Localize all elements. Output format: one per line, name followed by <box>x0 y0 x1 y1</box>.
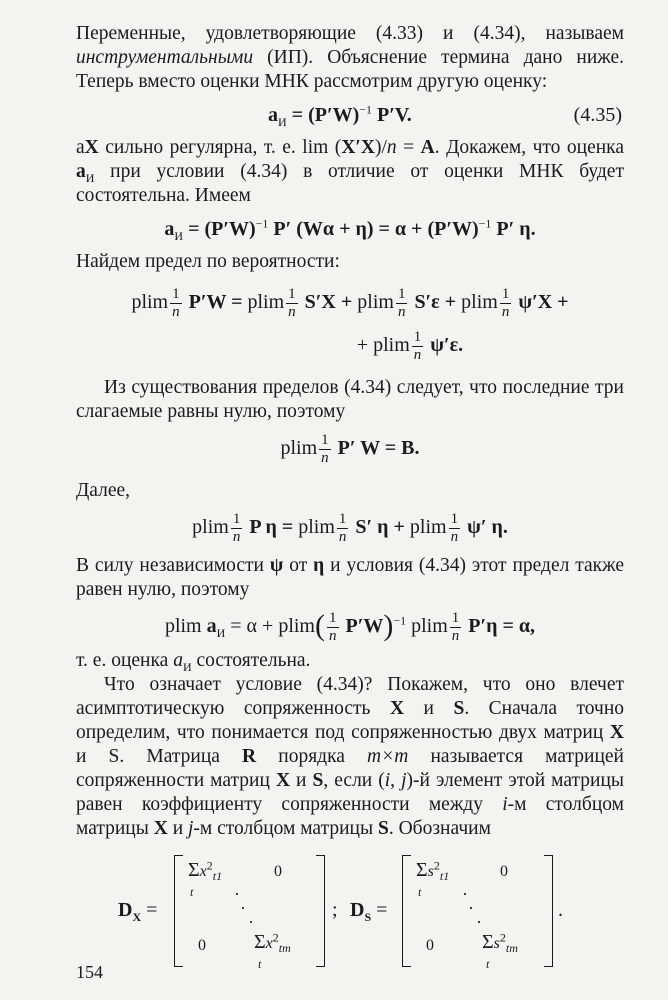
symbol-X: X <box>389 698 405 719</box>
sigma: Σ <box>416 859 428 881</box>
fraction <box>449 511 461 546</box>
sup: 2 <box>272 930 279 945</box>
matrix-label-dx <box>118 899 157 922</box>
text: и <box>404 698 454 719</box>
eq-lhs: a <box>164 218 175 240</box>
sup: −1 <box>478 216 492 231</box>
sigma: Σ <box>188 859 200 881</box>
denominator: n <box>288 304 296 320</box>
eq-sub: И <box>278 115 287 129</box>
symbol-mxm: m×m <box>367 746 409 767</box>
symbol-x: x <box>199 863 207 880</box>
equation-3-line2 <box>76 329 624 364</box>
fraction <box>337 511 349 546</box>
symbol-X: X <box>609 722 624 743</box>
plim: + plim <box>356 334 410 357</box>
symbol-R: R <box>242 746 257 767</box>
fraction <box>327 610 339 645</box>
plim: plim <box>461 291 498 314</box>
dot: · <box>462 884 468 904</box>
text: , <box>390 770 402 791</box>
numerator: 1 <box>397 286 406 302</box>
numerator: 1 <box>232 511 241 527</box>
index-t: t <box>190 885 194 899</box>
eq-part: P′ W = B. <box>332 437 420 460</box>
eq-rhs: = (P′W) <box>286 104 360 126</box>
eq-part: P′W <box>340 615 384 638</box>
denominator: n <box>338 529 347 545</box>
fraction <box>412 329 424 364</box>
sub: tm <box>278 941 291 956</box>
symbol-eta: η <box>313 555 325 576</box>
equation-6 <box>76 610 624 645</box>
equation-3-line1 <box>76 286 624 321</box>
text: и <box>290 770 313 791</box>
eq-part: P′ η. <box>491 218 536 240</box>
sigma: Σ <box>254 931 266 953</box>
eq-part: ψ′ε. <box>425 334 464 357</box>
plim: plim <box>164 615 202 638</box>
fraction <box>231 511 243 546</box>
eq-part: P′W = <box>183 291 248 314</box>
sub: И <box>182 659 192 674</box>
index-t: t <box>418 885 422 899</box>
symbol-S: S <box>312 770 324 791</box>
page-number: 154 <box>76 962 103 982</box>
denominator: n <box>321 450 329 466</box>
paragraph-8 <box>76 673 624 841</box>
equation-4-35 <box>76 102 624 128</box>
symbol-D: D <box>118 899 133 921</box>
zero: 0 <box>500 863 508 880</box>
numerator: 1 <box>329 610 337 626</box>
plim: plim <box>131 291 169 314</box>
symbol-x: x <box>265 935 273 952</box>
symbol-s: s <box>427 863 434 880</box>
symbol-D: D <box>350 899 365 921</box>
sub: И <box>216 626 226 641</box>
text: )/ <box>374 137 387 158</box>
bracket-right <box>544 855 553 967</box>
text: при условии (4.34) в отличие от оценки МНК будет состоятельна. Имеем <box>76 161 624 206</box>
text: и S. Матрица <box>76 746 243 767</box>
text: . Обозначим <box>388 818 491 839</box>
text: Что означает условие (4.34)? Покажем, что оно влечет асимптотическую сопряженность <box>76 674 624 719</box>
numerator: 1 <box>338 511 347 527</box>
eq-part: P η = <box>244 516 299 539</box>
denominator: n <box>501 304 510 320</box>
bracket-right <box>316 855 325 967</box>
sub: tm <box>505 941 518 956</box>
sub: X <box>132 910 142 924</box>
denominator: n <box>397 304 406 320</box>
denominator: n <box>451 628 460 644</box>
plim: plim <box>357 291 394 314</box>
matrix-cell-s11 <box>416 859 449 882</box>
fraction <box>500 286 512 321</box>
numerator: 1 <box>450 511 459 527</box>
eq-part: plim <box>406 615 448 638</box>
fraction <box>319 432 331 467</box>
symbol-X: X <box>84 137 99 158</box>
text: и <box>167 818 188 839</box>
fraction <box>170 286 182 321</box>
text: . Докажем, что оценка <box>434 137 625 158</box>
fraction <box>286 286 298 321</box>
paragraph-6 <box>76 554 624 602</box>
sub: S <box>364 910 372 924</box>
denominator: n <box>172 304 180 320</box>
eq-tail: P′V. <box>372 104 412 126</box>
symbol-XX: X′X <box>341 137 375 158</box>
zero: 0 <box>426 937 434 954</box>
plim: plim <box>192 516 229 539</box>
symbol-a: a <box>76 161 86 182</box>
equals: = <box>376 899 388 921</box>
dot: · <box>234 884 240 904</box>
plim: plim <box>298 516 335 539</box>
symbol-n: n <box>386 137 397 158</box>
eq-part: P′ (Wα + η) = α + (P′W) <box>268 218 479 240</box>
text: т. е. оценка <box>76 650 174 671</box>
symbol-s: s <box>493 935 500 952</box>
symbol-A: A <box>420 137 435 158</box>
eq-part: = α + plim <box>225 615 315 638</box>
paragraph-3: Найдем предел по вероятности: <box>76 251 340 272</box>
eq-part: ψ′ η. <box>462 516 508 539</box>
sub: t1 <box>439 869 450 884</box>
sup: −1 <box>255 216 269 231</box>
denominator: n <box>450 529 459 545</box>
dot: · <box>248 912 254 932</box>
symbol-i: i <box>502 794 508 815</box>
sub: t1 <box>212 869 223 884</box>
denominator: n <box>413 347 422 363</box>
denominator: n <box>232 529 241 545</box>
index-t: t <box>486 957 490 971</box>
separator: ; <box>332 899 338 921</box>
numerator: 1 <box>451 610 460 626</box>
symbol-a: a <box>173 650 183 671</box>
dot: · <box>240 898 246 918</box>
symbol-X: X <box>275 770 291 791</box>
diagonal-matrices <box>76 855 624 975</box>
paragraph-5: Далее, <box>76 480 131 501</box>
text: называется матрицей сопряженности матриц <box>76 746 624 791</box>
eq-part: = (P′W) <box>183 218 256 240</box>
fraction <box>450 610 462 645</box>
text: )-й элемент этой матрицы равен коэффициенту сопряженности между <box>76 770 625 815</box>
zero: 0 <box>198 937 206 954</box>
fraction <box>396 286 408 321</box>
text: . Сначала точно определим, что понимается под сопряженностью двух матриц <box>76 698 624 743</box>
text: -м столбцом матрицы <box>76 794 624 839</box>
eq-part: S′ε + <box>409 291 462 314</box>
equation-number: (4.35) <box>573 104 622 126</box>
text: Переменные, удовлетворяющие (4.33) и (4.34), называем <box>76 23 624 44</box>
matrix-label-ds <box>350 899 387 922</box>
numerator: 1 <box>501 286 510 302</box>
eq-part: P′η = α, <box>463 615 536 638</box>
numerator: 1 <box>288 286 296 302</box>
text: состоятельна. <box>191 650 311 671</box>
text: сильно регулярна, т. е. lim ( <box>98 137 342 158</box>
text: от <box>283 555 314 576</box>
symbol-j: j <box>401 770 407 791</box>
matrix-cell-smm <box>482 931 518 954</box>
denominator: n <box>329 628 337 644</box>
bracket-left <box>174 855 183 967</box>
paragraph-7 <box>76 649 624 673</box>
equation-2 <box>76 216 624 242</box>
text: В силу независимости <box>76 555 270 576</box>
symbol-a: a <box>206 615 217 638</box>
equation-4 <box>76 432 624 467</box>
symbol-X: X <box>153 818 168 839</box>
plim: plim <box>409 516 447 539</box>
sigma: Σ <box>482 931 494 953</box>
paragraph-2 <box>76 136 624 208</box>
equation-5 <box>76 511 624 546</box>
paren: ( <box>315 608 325 642</box>
text: a <box>76 137 85 158</box>
paragraph-1 <box>76 22 624 94</box>
text: порядка <box>256 746 368 767</box>
dot: · <box>476 912 482 932</box>
symbol-j: j <box>188 818 194 839</box>
symbol-i: i <box>384 770 391 791</box>
plim: plim <box>247 291 285 314</box>
eq-part: S′ η + <box>350 516 410 539</box>
text: (ИП). Объяснение термина дано ниже. Теперь вместо оценки МНК рассмотрим другую оценку: <box>76 47 624 92</box>
eq-sup: −1 <box>359 102 373 117</box>
zero: 0 <box>274 863 282 880</box>
index-t: t <box>258 957 262 971</box>
symbol-S: S <box>377 818 389 839</box>
numerator: 1 <box>413 329 422 345</box>
dot: · <box>468 898 474 918</box>
numerator: 1 <box>172 286 180 302</box>
plim: plim <box>280 437 318 460</box>
eq-part: ψ′X + <box>513 291 569 314</box>
sup: 2 <box>206 858 213 873</box>
symbol-S: S <box>453 698 465 719</box>
matrix-cell-xmm <box>254 931 291 954</box>
sup: 2 <box>433 858 440 873</box>
matrix-cell-x11 <box>188 859 222 882</box>
term-instrumental: инструментальными <box>76 47 254 68</box>
sup: 2 <box>499 930 506 945</box>
numerator: 1 <box>321 432 329 448</box>
sup: −1 <box>393 613 407 628</box>
paragraph-4: Из существования пределов (4.34) следует, что последние три слагаемые равны нулю, поэтому <box>76 377 624 422</box>
paren: ) <box>383 608 394 642</box>
symbol-psi: ψ <box>269 555 284 576</box>
equals: = <box>146 899 158 921</box>
period: . <box>558 899 563 921</box>
text: и условия (4.34) этот предел также равен нулю, поэтому <box>76 555 624 600</box>
eq-part: S′X + <box>299 291 358 314</box>
text: -м столбцом матрицы <box>193 818 378 839</box>
sub: И <box>85 170 95 185</box>
bracket-left <box>402 855 411 967</box>
text: , если ( <box>323 770 385 791</box>
page-body <box>76 22 624 975</box>
eq-lhs: a <box>268 104 278 126</box>
text: = <box>396 137 421 158</box>
sub: И <box>174 229 184 243</box>
